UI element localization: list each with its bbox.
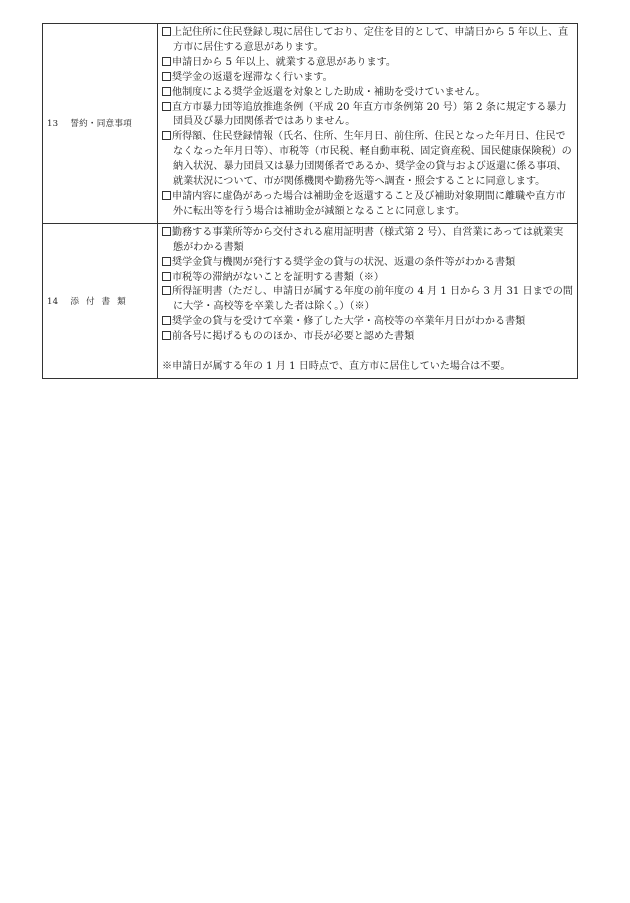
attachment-text: 所得証明書（ただし、申請日が属する年度の前年度の 4 月 1 日から 3 月 31 日までの間に大学・高校等を卒業した者は除く。）（※） xyxy=(172,286,573,313)
attachment-item xyxy=(162,315,573,330)
attachment-item xyxy=(162,256,573,271)
section-13-content-cell xyxy=(158,24,578,224)
application-form-table xyxy=(42,23,578,379)
spacer xyxy=(162,345,573,360)
checkbox[interactable] xyxy=(162,131,171,140)
pledge-text: 他制度による奨学金返還を対象とした助成・補助を受けていません。 xyxy=(172,86,486,98)
checkbox[interactable] xyxy=(162,286,171,295)
checkbox[interactable] xyxy=(162,27,171,36)
checkbox[interactable] xyxy=(162,191,171,200)
attachment-text: 奨学金の貸与を受けて卒業・修了した大学・高校等の卒業年月日がわかる書類 xyxy=(172,316,526,328)
checkbox[interactable] xyxy=(162,257,171,266)
section-label: 添付書類 xyxy=(70,296,133,307)
section-label: 誓約・同意事項 xyxy=(70,119,132,130)
pledge-text: 申請内容に虚偽があった場合は補助金を返還すること及び補助対象期間に離職や直方市外に転出等を行う場合は補助金が減額となることに同意します。 xyxy=(172,190,566,217)
section-14-row xyxy=(43,223,578,378)
attachment-note: ※申請日が属する年の 1 月 1 日時点で、直方市に居住していた場合は不要。 xyxy=(162,361,511,373)
attachment-item xyxy=(162,271,573,286)
attachment-text: 市税等の滞納がないことを証明する書類（※） xyxy=(172,271,384,283)
attachment-item xyxy=(162,226,573,256)
section-number: 14 xyxy=(47,296,59,307)
checkbox[interactable] xyxy=(162,87,171,96)
pledge-item xyxy=(162,190,573,220)
section-14-label-cell xyxy=(43,223,158,378)
attachment-item xyxy=(162,285,573,315)
section-number: 13 xyxy=(47,119,59,130)
attachment-text: 前各号に掲げるもののほか、市長が必要と認めた書類 xyxy=(172,331,415,343)
pledge-item xyxy=(162,86,573,101)
section-14-content-cell xyxy=(158,223,578,378)
pledge-item xyxy=(162,71,573,86)
pledge-text: 直方市暴力団等追放推進条例（平成 20 年直方市条例第 20 号）第 2 条に規定する暴力団員及び暴力団関係者ではありません。 xyxy=(172,101,567,128)
attachment-text: 勤務する事業所等から交付される雇用証明書（様式第 2 号）、自営業にあっては就業実態がわかる書類 xyxy=(172,226,564,253)
checkbox[interactable] xyxy=(162,57,171,66)
checkbox[interactable] xyxy=(162,72,171,81)
pledge-item xyxy=(162,56,573,71)
attachment-text: 奨学金貸与機関が発行する奨学金の貸与の状況、返還の条件等がわかる書類 xyxy=(172,256,516,268)
checkbox[interactable] xyxy=(162,272,171,281)
pledge-text: 申請日から 5 年以上、就業する意思があります。 xyxy=(172,56,396,68)
pledge-item xyxy=(162,101,573,131)
checkbox[interactable] xyxy=(162,227,171,236)
checkbox[interactable] xyxy=(162,102,171,111)
pledge-item xyxy=(162,130,573,190)
pledge-item xyxy=(162,26,573,56)
checkbox[interactable] xyxy=(162,316,171,325)
section-13-label-cell xyxy=(43,24,158,224)
checkbox[interactable] xyxy=(162,331,171,340)
pledge-text: 上記住所に住民登録し現に居住しており、定住を目的として、申請日から 5 年以上、直方市に居住する意思があります。 xyxy=(172,27,569,53)
attachment-item xyxy=(162,330,573,345)
section-13-row xyxy=(43,24,578,224)
pledge-text: 奨学金の返還を遅滞なく行います。 xyxy=(172,71,333,83)
pledge-text: 所得額、住民登録情報（氏名、住所、生年月日、前住所、住民となった年月日、住民でなくなった年月日等）、市税等（市民税、軽自動車税、固定資産税、国民健康保険税）の納入状況、暴力団員又は暴力団関係者であるか、奨学金の貸与および返還に係る事項、就業状況について、市が関係機関や勤務先等へ調査・照会することに同意します。 xyxy=(172,131,572,188)
